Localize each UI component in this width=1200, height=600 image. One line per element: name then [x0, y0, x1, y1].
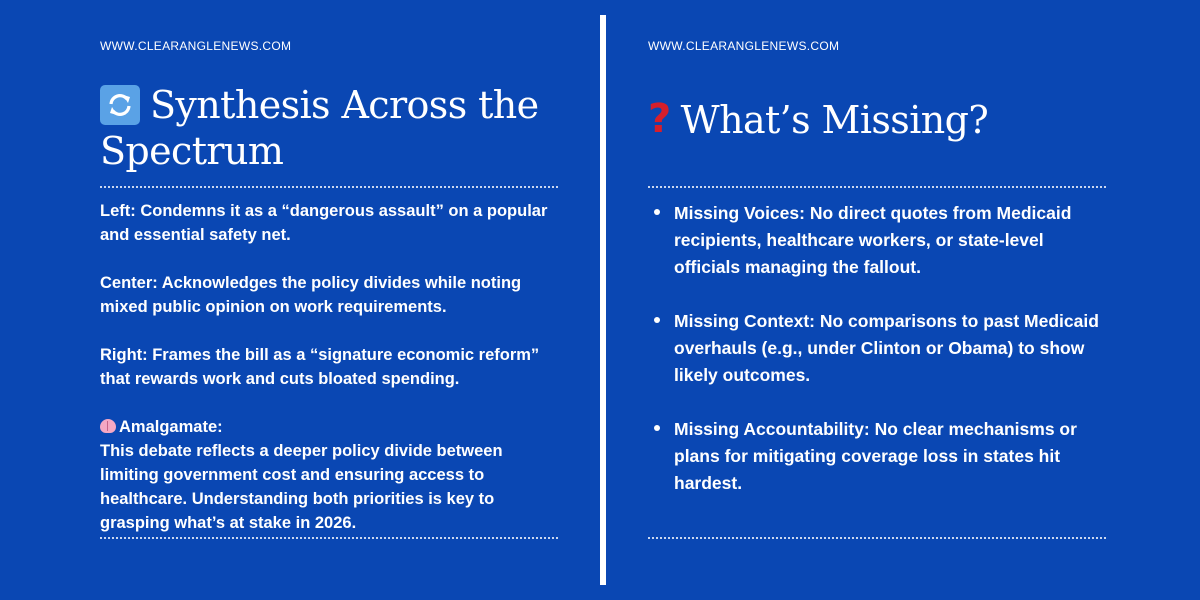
- list-item: [648, 308, 1110, 389]
- missing-accountability: Missing Accountability: No clear mechanisms or plans for mitigating coverage loss in states hit hardest.: [674, 419, 1077, 493]
- synthesis-title: [100, 82, 560, 174]
- center-perspective: Center: Acknowledges the policy divides while noting mixed public opinion on work requirements.: [100, 274, 522, 316]
- missing-list: [648, 200, 1110, 497]
- top-dotted-divider: [648, 186, 1106, 188]
- amalgamate-text: This debate reflects a deeper policy divide between limiting government cost and ensuring access to healthcare. Understanding both priorities is key to grasping what’s at stake in 2026.: [100, 442, 503, 532]
- missing-title-text: What’s Missing?: [680, 98, 989, 142]
- missing-context: Missing Context: No comparisons to past Medicaid overhauls (e.g., under Clinton or Obama) to show likely outcomes.: [674, 311, 1099, 385]
- missing-body: [648, 200, 1110, 524]
- synthesis-title-text: Synthesis Across the Spectrum: [100, 83, 539, 173]
- red-question-mark-icon: ?: [648, 96, 671, 142]
- bottom-dotted-divider: [648, 537, 1106, 539]
- left-perspective: Left: Condemns it as a “dangerous assault” on a popular and essential safety net.: [100, 202, 548, 244]
- right-perspective: Right: Frames the bill as a “signature economic reform” that rewards work and cuts bloated spending.: [100, 346, 540, 388]
- site-url: WWW.CLEARANGLENEWS.COM: [648, 39, 840, 53]
- bullet-dot: [654, 425, 660, 431]
- missing-title: [648, 97, 1108, 143]
- vertical-divider: [600, 15, 606, 585]
- refresh-arrows-icon: [100, 85, 140, 125]
- amalgamate-heading: [100, 415, 560, 439]
- missing-voices: Missing Voices: No direct quotes from Medicaid recipients, healthcare workers, or state-level officials managing the fallout.: [674, 203, 1072, 277]
- brain-icon: [100, 419, 116, 433]
- bullet-dot: [654, 317, 660, 323]
- amalgamate-section: [100, 415, 560, 535]
- top-dotted-divider: [100, 186, 558, 188]
- synthesis-body: [100, 199, 560, 535]
- list-item: [648, 200, 1110, 281]
- bullet-dot: [654, 209, 660, 215]
- list-item: [648, 416, 1110, 497]
- amalgamate-label: Amalgamate:: [119, 418, 223, 436]
- site-url: WWW.CLEARANGLENEWS.COM: [100, 39, 292, 53]
- bottom-dotted-divider: [100, 537, 558, 539]
